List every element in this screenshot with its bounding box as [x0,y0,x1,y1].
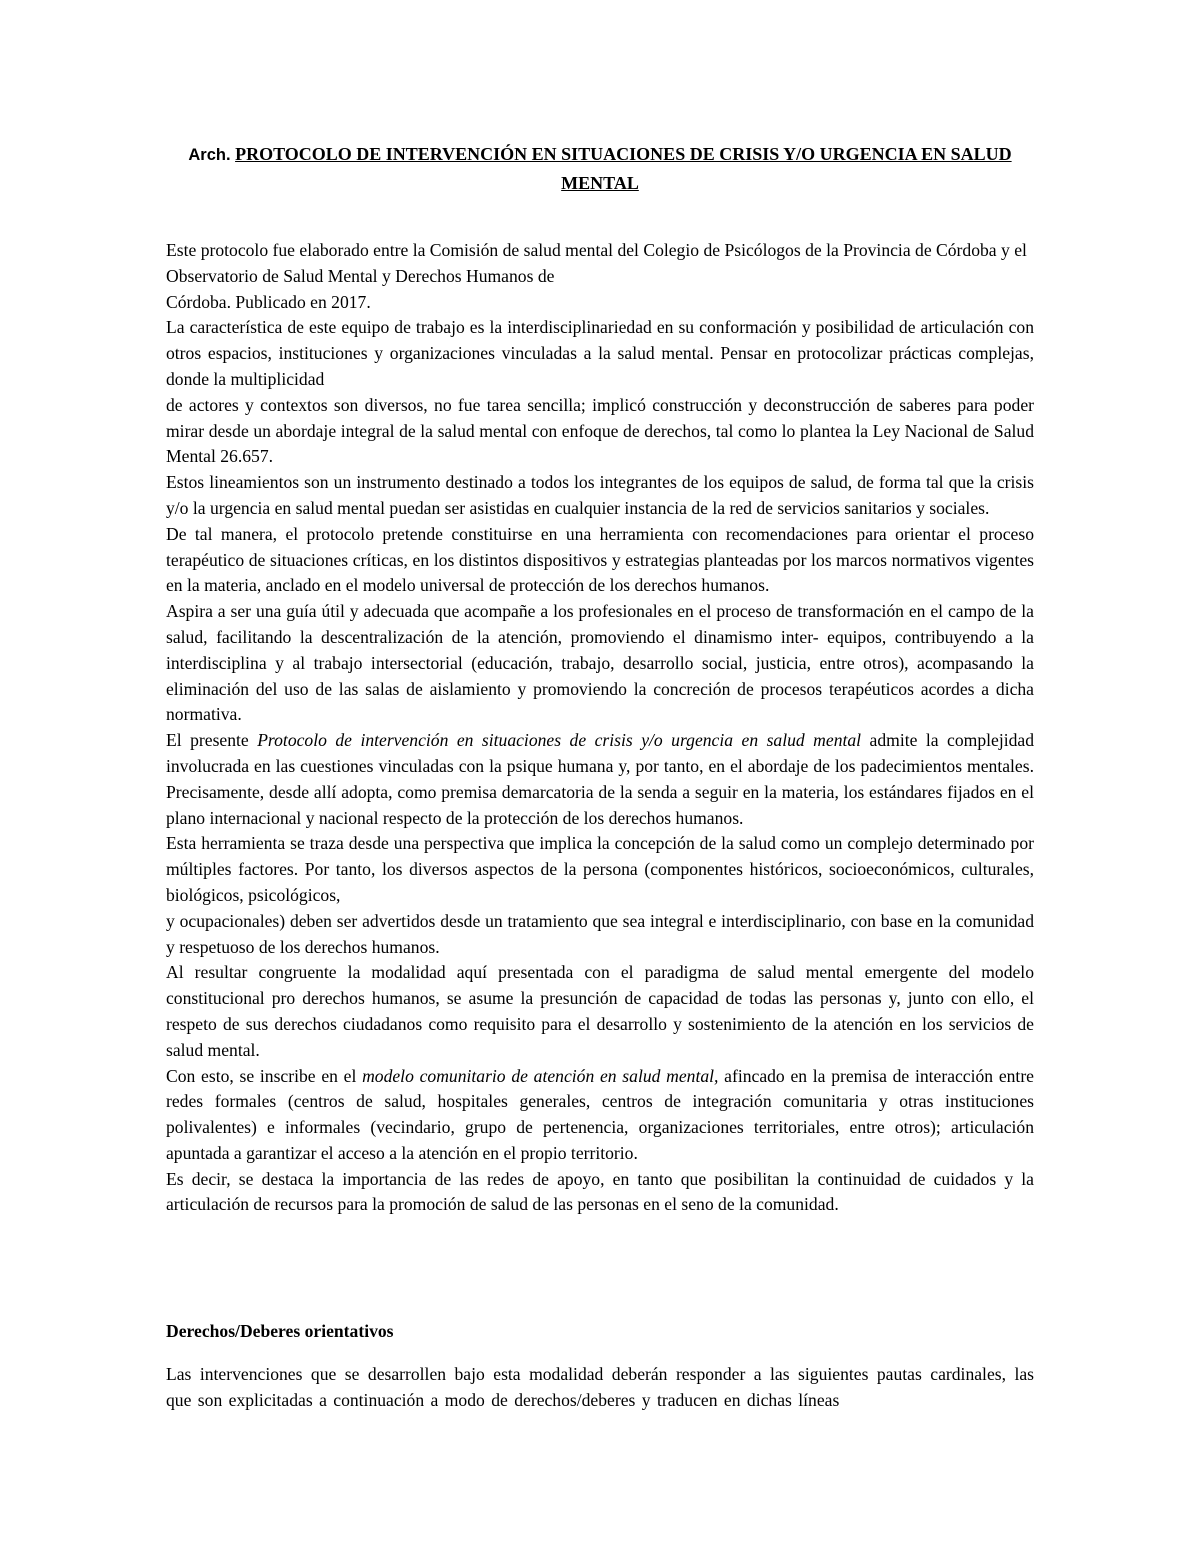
paragraph-intro-a: Este protocolo fue elaborado entre la Comisión de salud mental del Colegio de Psicólogos de la Provincia de Córdoba y el Observatorio de Salud Mental y Derechos Humanos de [166,240,1027,286]
title-main: PROTOCOLO DE INTERVENCIÓN EN SITUACIONES DE CRISIS Y/O URGENCIA EN SALUD MENTAL [235,144,1012,193]
paragraph-team-b: de actores y contextos son diversos, no fue tarea sencilla; implicó construcción y deconstrucción de saberes para poder mirar desde un abordaje integral de la salud mental con enfoque de derechos, tal como lo plantea la Ley Nacional de Salud Mental 26.657. [166,394,1034,467]
paragraph-interventions: Las intervenciones que se desarrollen bajo esta modalidad deberán responder a las siguientes pautas cardinales, las que son explicitadas a continuación a modo de derechos/deberes y traducen en dichas líneas [166,1364,1034,1410]
protocol-post: admite la complejidad involucrada en las cuestiones vinculadas con la psique humana y, por tanto, en el abordaje de los padecimientos mentales. Precisamente, desde allí adopta, como premisa demarcatoria de la senda a seguir en la materia, los estándares fijados en el plano internacional y nacional respecto de la protección de los derechos humanos. [166,730,1034,828]
paragraph-intro-b: Córdoba. Publicado en 2017. [166,291,371,312]
protocol-pre: El presente [166,730,258,751]
closing-text [166,1361,1034,1413]
paragraph-tool: De tal manera, el protocolo pretende constituirse en una herramienta con recomendaciones para orientar el proceso terapéutico de situaciones críticas, en los distintos dispositivos y estrategias planteadas por los marcos normativos vigentes en la materia, anclado en el modelo universal de protección de los derechos humanos. [166,523,1034,596]
section-heading: Derechos/Deberes orientativos [166,1321,394,1341]
paragraph-protocol [166,728,1034,831]
paragraph-guidelines: Estos lineamientos son un instrumento destinado a todos los integrantes de los equipos de salud, de forma tal que la crisis y/o la urgencia en salud mental puedan ser asistidas en cualquier instancia de la red de servicios sanitarios y sociales. [166,472,1034,518]
paragraph-team-a: La característica de este equipo de trabajo es la interdisciplinariedad en su conformación y posibilidad de articulación con otros espacios, instituciones y organizaciones vinculadas a la salud mental. Pensar en protocolizar prácticas complejas, donde la multiplicidad [166,317,1034,389]
document-title [166,140,1034,197]
protocol-italic: Protocolo de intervención en situaciones de crisis y/o urgencia en salud mental [257,730,862,751]
paragraph-perspective-a: Esta herramienta se traza desde una perspectiva que implica la concepción de la salud como un complejo determinado por múltiples factores. Por tanto, los diversos aspectos de la persona (componentes históricos, socioeconómicos, culturales, biológicos, psicológicos, [166,833,1034,905]
paragraph-paradigm: Al resultar congruente la modalidad aquí presentada con el paradigma de salud mental emergente del modelo constitucional pro derechos humanos, se asume la presunción de capacidad de todas las personas y, junto con ello, el respeto de sus derechos ciudadanos como requisito para el desarrollo y sostenimiento de la atención en los servicios de salud mental. [166,962,1034,1060]
community-italic: modelo comunitario de atención en salud mental, [362,1065,719,1086]
paragraph-support-networks: Es decir, se destaca la importancia de las redes de apoyo, en tanto que posibilitan la continuidad de cuidados y la articulación de recursos para la promoción de salud de las personas en el seno de la comunidad. [166,1168,1034,1215]
paragraph-perspective-b: y ocupacionales) deben ser advertidos desde un tratamiento que sea integral e interdisciplinario, con base en la comunidad y respetuoso de los derechos humanos. [166,910,1034,957]
document-body [166,238,1034,1218]
title-prefix: Arch. [188,146,231,164]
paragraph-community-model [166,1064,1034,1167]
community-pre: Con esto, se inscribe en el [166,1065,363,1086]
community-post: afincado en la premisa de interacción entre redes formales (centros de salud, hospitales generales, centros de integración comunitaria y otras instituciones polivalentes) e informales (vecindario, grupo de pertenencia, organizaciones territoriales, entre otros); articulación apuntada a garantizar el acceso a la atención en el propio territorio. [166,1065,1034,1163]
paragraph-aspiration: Aspira a ser una guía útil y adecuada que acompañe a los profesionales en el proceso de transformación en el campo de la salud, facilitando la descentralización de la atención, promoviendo el dinamismo inter- equipos, contribuyendo a la interdisciplina y al trabajo intersectorial (educación, trabajo, desarrollo social, justicia, entre otros), acompasando la eliminación del uso de las salas de aislamiento y promoviendo la concreción de procesos terapéuticos acordes a dicha normativa. [166,601,1034,725]
